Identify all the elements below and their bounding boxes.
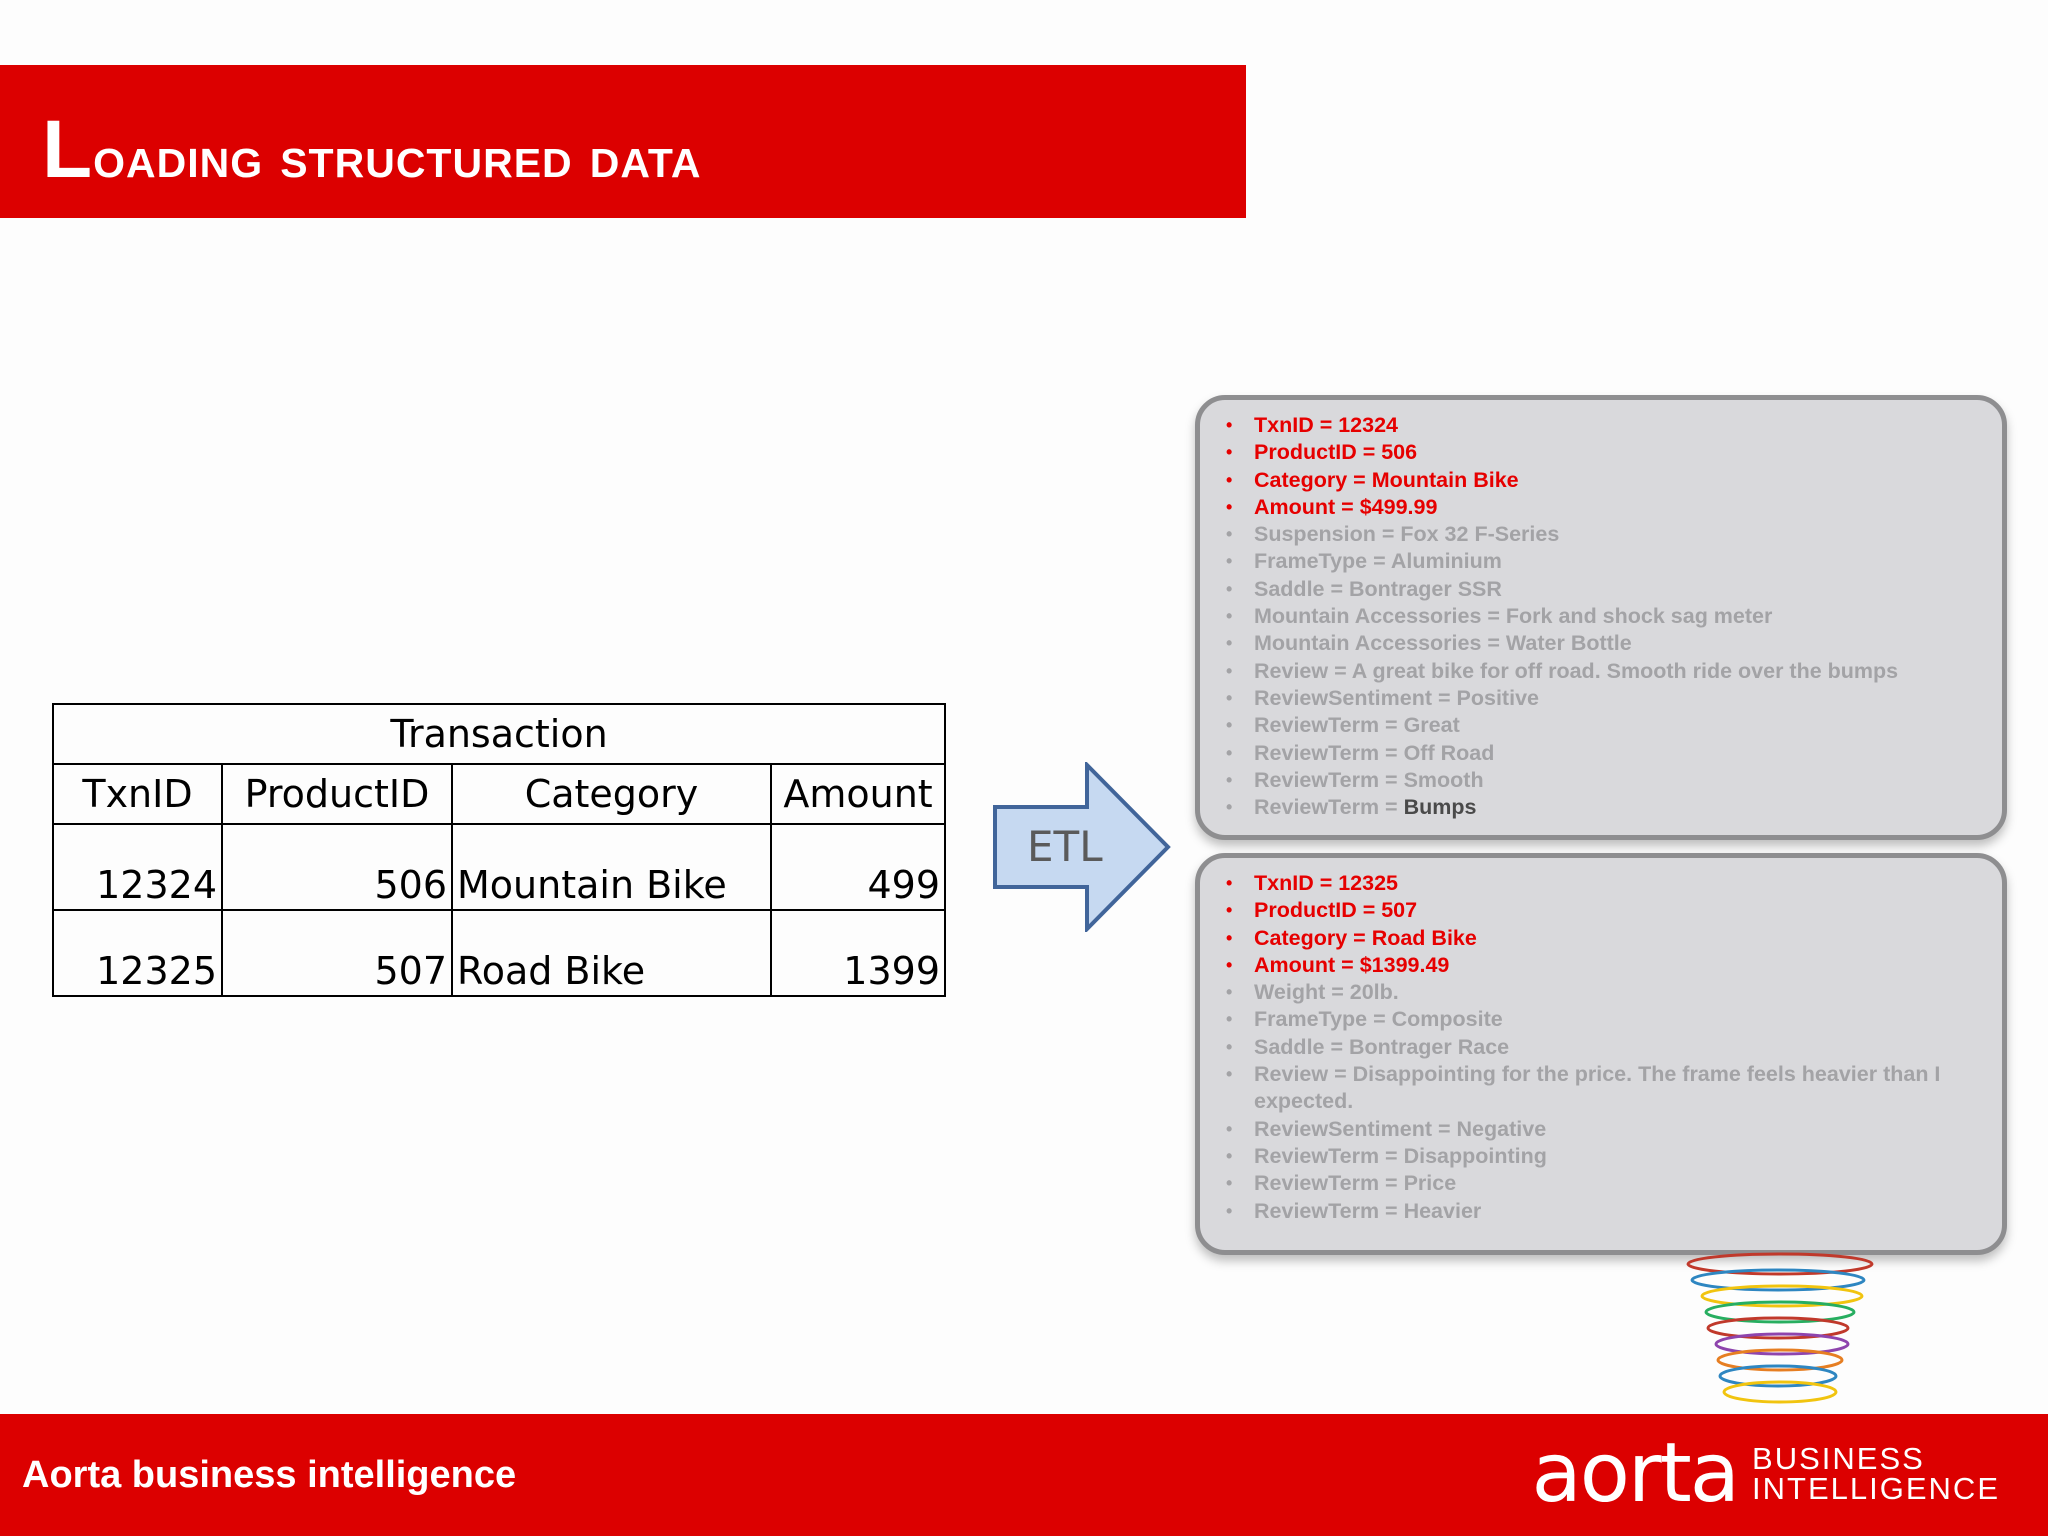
record-attribute [1200,1061,1982,1116]
record-attribute [1200,979,1982,1006]
slide-title-rest: oading structured data [93,125,702,190]
table-row [53,824,945,910]
bullet-icon: • [1226,1009,1233,1030]
cell-txnid: 12324 [53,824,222,910]
cell-productid: 507 [222,910,452,996]
logo-line-intelligence: INTELLIGENCE [1752,1471,2000,1506]
logo-wordmark: aorta [1531,1426,1739,1521]
record-attribute-text: ReviewTerm = Smooth [1254,767,1484,792]
bullet-icon: • [1226,469,1233,490]
record-attribute-tail: Bumps [1403,795,1477,820]
record-attribute [1200,658,1982,685]
record-attribute [1200,794,1982,821]
record-attribute-text: ProductID = 507 [1254,898,1418,923]
record-attribute-text: Saddle = Bontrager Race [1254,1034,1510,1059]
table-row [53,910,945,996]
bullet-icon: • [1226,606,1233,627]
bullet-icon: • [1226,1036,1233,1057]
bullet-icon: • [1226,982,1233,1003]
record-attribute-text: Mountain Accessories = Water Bottle [1254,631,1632,656]
logo-line-business: BUSINESS [1752,1441,1925,1476]
record-attribute [1200,1034,1982,1061]
record-attribute [1200,712,1982,739]
bullet-icon: • [1226,1064,1233,1085]
record-attribute [1200,1143,1982,1170]
record-attribute-text: FrameType = Aluminium [1254,549,1502,574]
column-header-amount: Amount [771,764,945,824]
bullet-icon: • [1226,687,1233,708]
record-attribute [1200,412,1982,439]
bullet-icon: • [1226,873,1233,893]
bullet-icon: • [1226,442,1233,463]
record-attribute-text: ReviewTerm = [1254,795,1404,820]
bullet-icon: • [1226,660,1233,681]
record-attribute [1200,1198,1982,1225]
record-box-12325 [1195,853,2007,1255]
record-attribute-list [1200,412,1982,821]
record-attribute [1200,925,1982,952]
cell-productid: 506 [222,824,452,910]
bullet-icon: • [1226,769,1233,790]
record-attribute [1200,1116,1982,1143]
slide-title [42,103,702,197]
record-attribute-text: Suspension = Fox 32 F-Series [1254,522,1560,547]
record-attribute [1200,467,1982,494]
bullet-icon: • [1226,551,1233,572]
record-attribute [1200,439,1982,466]
record-attribute-text: TxnID = 12324 [1254,413,1399,437]
bullet-icon: • [1226,578,1233,599]
record-attribute-text: ReviewSentiment = Positive [1254,685,1539,710]
record-attribute-text: Category = Road Bike [1254,925,1477,950]
record-attribute-text: ReviewTerm = Great [1254,713,1460,738]
record-attribute [1200,685,1982,712]
bullet-icon: • [1226,1145,1233,1166]
record-attribute [1200,548,1982,575]
record-attribute [1200,1170,1982,1197]
record-attribute [1200,576,1982,603]
bullet-icon: • [1226,900,1233,921]
title-bar [0,65,1246,218]
record-attribute [1200,630,1982,657]
record-attribute-text: ReviewSentiment = Negative [1254,1116,1547,1141]
record-attribute-text: Saddle = Bontrager SSR [1254,576,1502,601]
record-attribute [1200,521,1982,548]
bullet-icon: • [1226,927,1233,948]
etl-label: ETL [1027,822,1103,871]
record-attribute-text: ReviewTerm = Price [1254,1171,1457,1196]
record-attribute [1200,870,1982,897]
record-attribute [1200,740,1982,767]
bullet-icon: • [1226,954,1233,975]
cell-category: Road Bike [452,910,771,996]
bullet-icon: • [1226,742,1233,763]
footer-bar [0,1414,2048,1536]
record-attribute-text: ReviewTerm = Disappointing [1254,1143,1547,1168]
record-attribute [1200,767,1982,794]
record-attribute [1200,952,1982,979]
bullet-icon: • [1226,1200,1233,1221]
slide-title-initial: L [42,104,94,195]
record-attribute-text: Amount = $1399.49 [1254,952,1450,977]
aorta-logo [1531,1426,2000,1521]
record-attribute [1200,1006,1982,1033]
bullet-icon: • [1226,633,1233,654]
record-attribute-text: Category = Mountain Bike [1254,467,1519,492]
transaction-table [52,703,946,997]
record-attribute-text: TxnID = 12325 [1254,871,1399,895]
bullet-icon: • [1226,797,1233,818]
record-attribute [1200,603,1982,630]
record-attribute-text: Amount = $499.99 [1254,494,1438,519]
bullet-icon: • [1226,1118,1233,1139]
spiral-logo-graphic [1680,1250,1880,1412]
footer-company-name: Aorta business intelligence [22,1454,517,1496]
record-attribute-text: ReviewTerm = Heavier [1254,1198,1482,1223]
record-attribute-text: Weight = 20lb. [1254,980,1399,1005]
record-attribute-text: FrameType = Composite [1254,1007,1503,1032]
column-header-txnid: TxnID [53,764,222,824]
table-caption: Transaction [53,704,945,764]
record-attribute-text: Mountain Accessories = Fork and shock sag meter [1254,604,1773,629]
record-attribute [1200,494,1982,521]
cell-amount: 1399 [771,910,945,996]
column-header-productid: ProductID [222,764,452,824]
record-attribute [1200,897,1982,924]
record-attribute-text: Review = A great bike for off road. Smooth ride over the bumps [1254,658,1899,683]
logo-subtitle [1752,1441,2000,1506]
record-box-12324 [1195,395,2007,840]
cell-category: Mountain Bike [452,824,771,910]
record-attribute-text: ProductID = 506 [1254,440,1418,465]
bullet-icon: • [1226,524,1233,545]
bullet-icon: • [1226,496,1233,517]
record-attribute-list [1200,870,1982,1225]
bullet-icon: • [1226,715,1233,736]
bullet-icon: • [1226,1173,1233,1194]
cell-amount: 499 [771,824,945,910]
column-header-category: Category [452,764,771,824]
bullet-icon: • [1226,415,1233,435]
record-attribute-text: Review = Disappointing for the price. The frame feels heavier than I expected. [1254,1062,1941,1114]
cell-txnid: 12325 [53,910,222,996]
record-attribute-text: ReviewTerm = Off Road [1254,740,1495,765]
